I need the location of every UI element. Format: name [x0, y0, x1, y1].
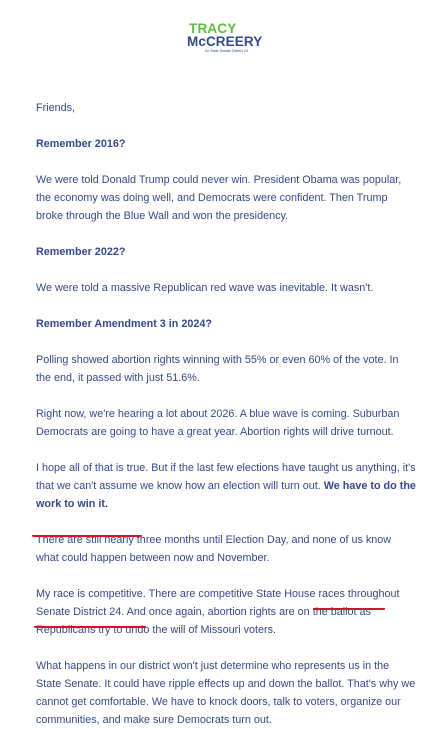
red-underline-comfortable-1 [313, 607, 385, 610]
ripple-rest-text: . We have to knock doors, talk to voters, organize our communities, and make sure Democrats turn out. [36, 696, 401, 726]
logo-first-name: TRACY [189, 21, 237, 36]
greeting: Friends, [36, 102, 76, 114]
competitive-rest-text: . There are competitive State House races throughout Senate District 24. And once again, abortion rights are on the ballot as Republicans try to undo the will of Missouri voters. [36, 588, 400, 636]
paragraph-hope [36, 459, 416, 513]
paragraph-three-months: There are still nearly three months until Election Day, and none of us know what could happen between now and November. [36, 534, 392, 564]
heading-2016: Remember 2016? [36, 138, 126, 150]
logo-tagline: for State Senate District 24 [205, 49, 248, 53]
red-underline-comfortable-2 [34, 625, 146, 628]
paragraph-competitive [36, 585, 416, 639]
heading-amendment-3: Remember Amendment 3 in 2024? [36, 318, 213, 330]
paragraph-amendment-3: Polling showed abortion rights winning with 55% or even 60% of the vote. In the end, it passed with just 51.6%. [36, 354, 399, 384]
campaign-logo [187, 22, 267, 54]
paragraph-2026: Right now, we're hearing a lot about 2026. A blue wave is coming. Suburban Democrats are going to have a great year. Abortion rights will drive turnout. [36, 408, 400, 438]
paragraph-hope-emphasis: We have to do the work to win it. [36, 480, 416, 510]
paragraph-2022: We were told a massive Republican red wave was inevitable. It wasn't. [36, 282, 374, 294]
ripple-text: What happens in our district won't just determine who represents us in the State Senate. It could have ripple effects up and down the ballot. [36, 660, 390, 690]
ripple-marked-text: That's why we cannot get comfortable [36, 678, 416, 708]
heading-2022: Remember 2022? [36, 246, 126, 258]
paragraph-2016: We were told Donald Trump could never win. President Obama was popular, the economy was doing well, and Democrats were confident. Then Trump broke through the Blue Wall and won the presidency. [36, 174, 402, 222]
competitive-marked-text: My race is competitive [36, 588, 143, 600]
paragraph-ripple [36, 657, 416, 729]
logo-last-name: McCREERY [187, 34, 263, 49]
email-body [36, 99, 416, 729]
paragraph-hope-text: I hope all of that is true. But if the last few elections have taught us anything, it's that we can't assume we know how an election will turn out. [36, 462, 416, 492]
red-underline-competitive [32, 534, 142, 537]
